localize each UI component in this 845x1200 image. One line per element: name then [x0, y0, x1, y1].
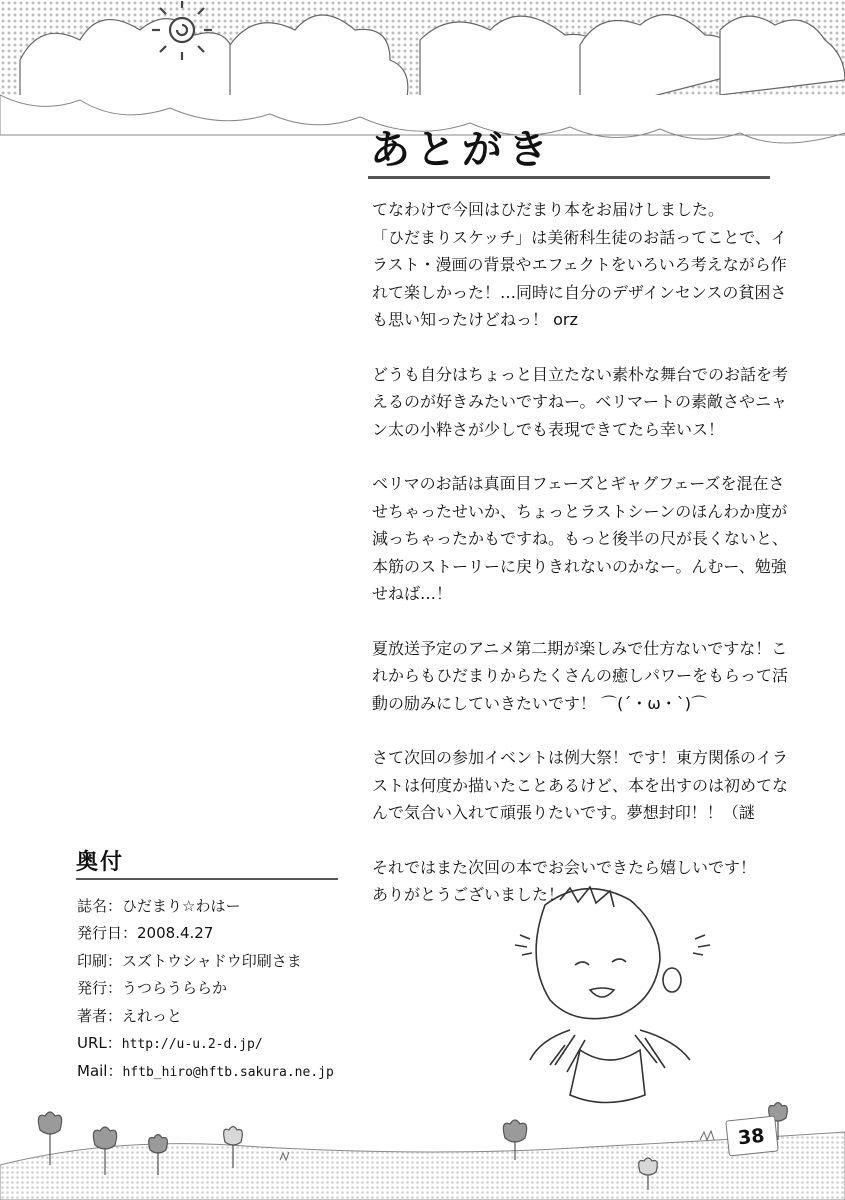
text-line: も思い知ったけどねっ！ orz [372, 310, 578, 329]
text-line: ベリマのお話は真面目フェーズとギャグフェーズを混在さ [372, 474, 785, 493]
text-line: れて楽しかった！…同時に自分のデザインセンスの貧困さ [372, 282, 787, 302]
colophon-row-printer [77, 948, 367, 975]
colophon-row-publisher [77, 975, 367, 1002]
colophon-value: えれっと [122, 1006, 183, 1025]
text-line: んで気合い入れて頑張りたいです。夢想封印！！（謎 [372, 803, 755, 822]
afterword-paragraph [372, 361, 792, 444]
text-line: 動の励みにしていきたいです！ ⌒(´・ω・`)⌒ [372, 693, 707, 713]
colophon-value: スズトウシャドウ印刷さま [122, 951, 302, 970]
colophon-mail-link[interactable]: hftb_hiro@hftb.sakura.ne.jp [122, 1065, 334, 1081]
text-line: 減っちゃったかもですね。もっと後半の尺が長くないと、 [372, 529, 789, 548]
text-line: 本筋のストーリーに戻りきれないのかなー。んむー、勉強 [372, 556, 787, 576]
colophon-row-mail [77, 1058, 367, 1086]
colophon-label: 印刷： [77, 951, 123, 970]
colophon-row-url [77, 1030, 367, 1058]
text-line: 「ひだまりスケッチ」は美術科生徒のお話ってことで、イ [372, 227, 787, 247]
colophon-details [77, 893, 367, 1087]
colophon-value: うつらうららか [122, 979, 228, 998]
text-line: ありがとうございました！ [372, 885, 565, 904]
afterword-title-rule [368, 176, 770, 179]
colophon-rule [76, 878, 338, 880]
afterword-paragraph [372, 635, 792, 718]
afterword-paragraph [372, 196, 792, 334]
text-line: せちゃったせいか、ちょっとラストシーンのほんわか度が [372, 501, 788, 521]
colophon-url-link[interactable]: http://u-u.2-d.jp/ [121, 1037, 263, 1053]
afterword-paragraph [372, 470, 792, 608]
colophon-label: 発行日： [77, 924, 138, 943]
afterword-title: あとがき [370, 127, 554, 173]
afterword-paragraph [372, 744, 792, 827]
afterword-body [372, 196, 792, 936]
colophon-row-author [77, 1003, 367, 1030]
colophon-label: 著者： [77, 1006, 123, 1025]
colophon-title: 奥付 [76, 850, 125, 875]
text-line: さて次回の参加イベントは例大祭！です！東方関係のイラ [372, 748, 789, 767]
afterword-paragraph [372, 854, 792, 909]
colophon-row-title [77, 893, 367, 920]
colophon-label: 誌名： [77, 897, 123, 915]
colophon-row-date [77, 920, 367, 947]
text-line: 夏放送予定のアニメ第二期が楽しみで仕方ないですな！こ [372, 638, 788, 658]
colophon-value: ひだまり☆わはー [122, 897, 241, 915]
text-line: ン太の小粋さが少しでも表現できてたら幸いス！ [372, 419, 725, 439]
text-line: どうも自分はちょっと目立たない素朴な舞台でのお話を考 [372, 364, 789, 384]
grass-ground [0, 1132, 845, 1200]
text-line: えるのが好きみたいですねー。ベリマートの素敵さやニャ [372, 392, 788, 411]
text-line: てなわけで今回はひだまり本をお届けしました。 [372, 200, 725, 219]
text-line: それではまた次回の本でお会いできたら嬉しいです！ [372, 857, 757, 877]
text-line: ラスト・漫画の背景やエフェクトをいろいろ考えながら作 [372, 255, 787, 274]
page-number: 38 [736, 1124, 766, 1150]
text-line: れからもひだまりからたくさんの癒しパワーをもらって活 [372, 666, 789, 685]
text-line: ストは何度か描いたことあるけど、本を出すのは初めてな [372, 775, 789, 795]
text-line: せねば…！ [372, 584, 453, 603]
colophon-label: URL： [77, 1034, 122, 1053]
colophon-label: Mail： [77, 1062, 123, 1081]
colophon-value: 2008.4.27 [137, 924, 214, 943]
colophon-label: 発行： [77, 979, 123, 998]
